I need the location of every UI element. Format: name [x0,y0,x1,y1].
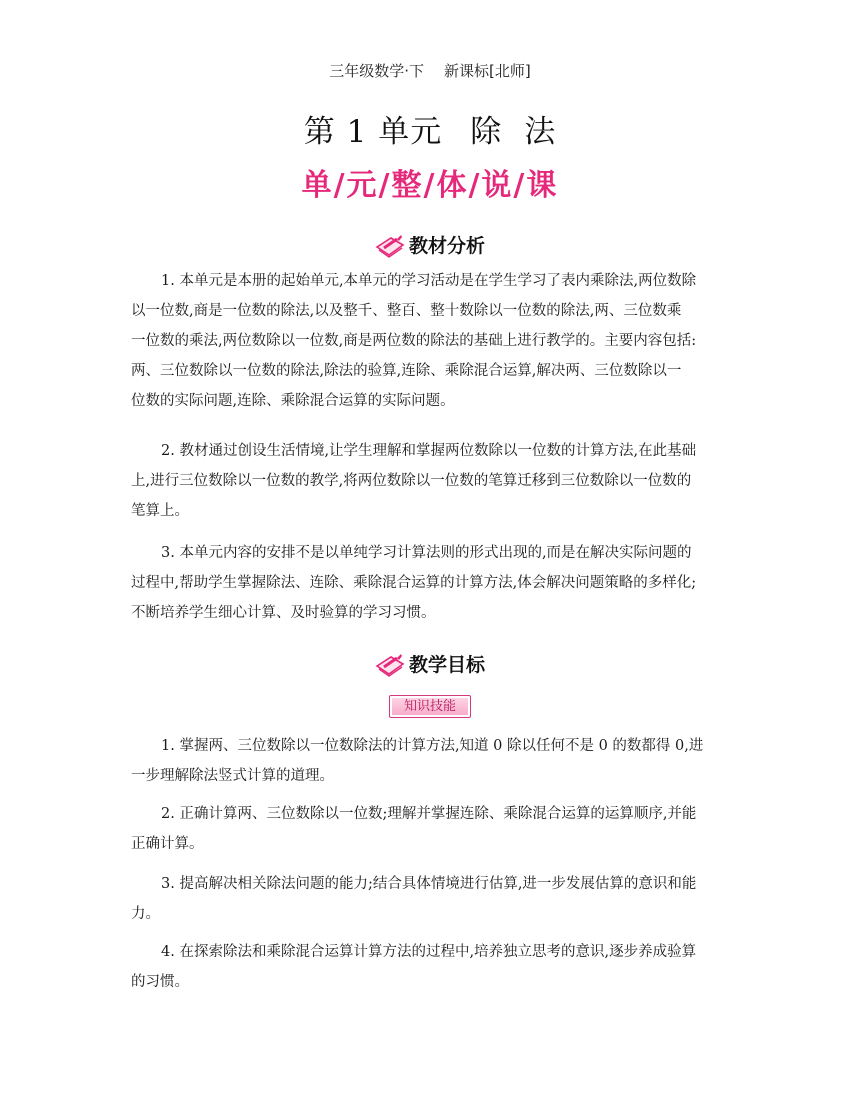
goal-item-2 [131,799,735,859]
analysis-paragraph-2 [131,436,735,526]
unit-title-char-1: 除 [470,114,503,150]
text-line: 不断培养学生细心计算、及时验算的学习习惯。 [131,605,436,621]
text-line: 以一位数,商是一位数的除法,以及整千、整百、整十数除以一位数的除法,两、三位数乘 [131,303,682,319]
header-edition: 新课标[北师] [444,62,531,80]
text-line: 4. 在探索除法和乘除混合运算计算方法的过程中,培养独立思考的意识,逐步养成验算 [161,944,697,960]
unit-overview-banner: 单/元/整/体/说/课 [301,168,559,203]
section-title: 教材分析 [408,235,485,257]
text-line: 位数的实际问题,连除、乘除混合运算的实际问题。 [131,393,455,409]
goal-item-1 [131,731,735,791]
text-line: 2. 正确计算两、三位数除以一位数;理解并掌握连除、乘除混合运算的运算顺序,并能 [161,806,697,822]
text-line: 一步理解除法竖式计算的道理。 [131,768,334,784]
text-line: 1. 掌握两、三位数除以一位数除法的计算方法,知道 0 除以任何不是 0 的数都得 0,进 [161,738,704,754]
text-line: 过程中,帮助学生掌握除法、连除、乘除混合运算的计算方法,体会解决问题策略的多样化; [131,575,697,591]
analysis-paragraph-3 [131,538,735,628]
analysis-paragraph-1 [131,266,735,416]
text-line: 力。 [131,906,160,922]
text-line: 上,进行三位数除以一位数的教学,将两位数除以一位数的笔算迁移到三位数除以一位数的 [131,473,692,489]
goal-item-4 [131,937,735,997]
text-line: 的习惯。 [131,974,189,990]
pencil-notebook-icon [375,652,405,683]
text-line: 2. 教材通过创设生活情境,让学生理解和掌握两位数除以一位数的计算方法,在此基础 [161,443,697,459]
section-heading-goals [0,650,860,683]
knowledge-skills-tag: 知识技能 [389,695,471,718]
text-line: 3. 本单元内容的安排不是以单纯学习计算法则的形式出现的,而是在解决实际问题的 [161,545,692,561]
text-line: 两、三位数除以一位数的除法,除法的验算,连除、乘除混合运算,解决两、三位数除以一 [131,363,682,379]
goal-item-3 [131,869,735,929]
text-line: 一位数的乘法,两位数除以一位数,商是两位数的除法的基础上进行教学的。主要内容包括: [131,333,697,349]
header-grade: 三年级数学·下 [329,62,425,80]
unit-title-char-2: 法 [524,114,557,150]
text-line: 3. 提高解决相关除法问题的能力;结合具体情境进行估算,进一步发展估算的意识和能 [161,876,697,892]
pencil-notebook-icon [375,233,405,264]
unit-number: 第 1 单元 [303,114,443,150]
running-header [0,60,860,81]
section-title: 教学目标 [408,654,485,676]
section-heading-analysis [0,231,860,264]
text-line: 正确计算。 [131,836,204,852]
text-line: 1. 本单元是本册的起始单元,本单元的学习活动是在学生学习了表内乘除法,两位数除 [161,273,697,289]
text-line: 笔算上。 [131,503,189,519]
unit-title [0,106,860,151]
